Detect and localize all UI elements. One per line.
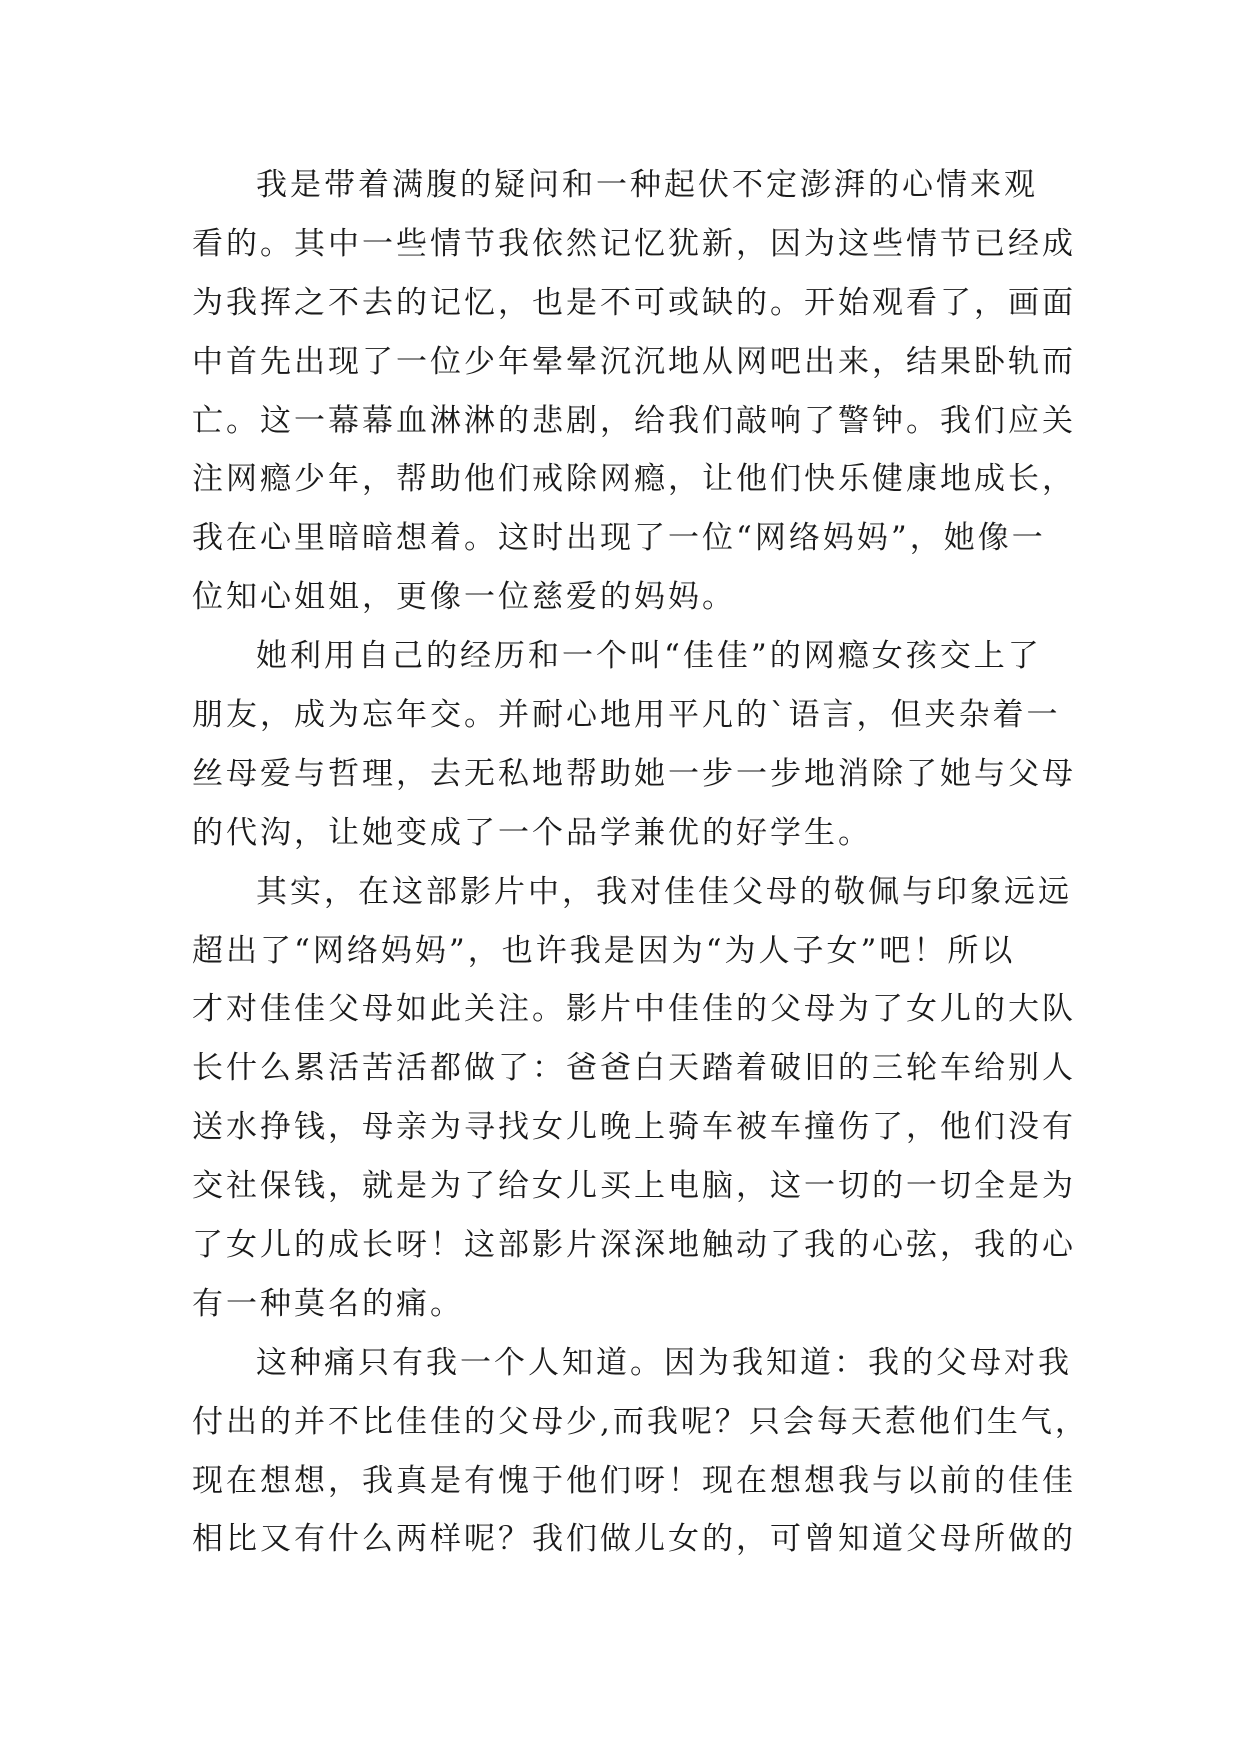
paragraph-3-line-1: 其实，在这部影片中，我对佳佳父母的敬佩与印象远远: [256, 873, 1072, 910]
paragraph-4-line-3: 现在想想，我真是有愧于他们呀！现在想想我与以前的佳佳: [192, 1462, 1076, 1499]
paragraph-2-line-3: 丝母爱与哲理，去无私地帮助她一步一步地消除了她与父母: [192, 755, 1076, 792]
document-body: [192, 156, 1089, 1569]
paragraph-3-line-5: 送水挣钱，母亲为寻找女儿晚上骑车被车撞伤了，他们没有: [192, 1109, 1076, 1146]
paragraph-1-line-5: 亡。这一幕幕血淋淋的悲剧，给我们敲响了警钟。我们应关: [192, 402, 1076, 439]
paragraph-1-line-1: 我是带着满腹的疑问和一种起伏不定澎湃的心情来观: [256, 167, 1038, 203]
paragraph-2-line-1: 她利用自己的经历和一个叫“佳佳”的网瘾女孩交上了: [256, 638, 1042, 675]
paragraph-1-line-8: 位知心姐姐，更像一位慈爱的妈妈。: [192, 579, 736, 616]
paragraph-4-line-1: 这种痛只有我一个人知道。因为我知道：我的父母对我: [256, 1344, 1072, 1381]
paragraph-3-line-3: 才对佳佳父母如此关注。影片中佳佳的父母为了女儿的大队: [192, 991, 1076, 1028]
paragraph-3-line-6: 交社保钱，就是为了给女儿买上电脑，这一切的一切全是为: [192, 1168, 1076, 1205]
paragraph-4-line-2: 付出的并不比佳佳的父母少,而我呢？只会每天惹他们生气，: [192, 1403, 1089, 1440]
paragraph-2-line-4: 的代沟，让她变成了一个品学兼优的好学生。: [192, 814, 872, 851]
paragraph-2-line-2: 朋友，成为忘年交。并耐心地用平凡的`语言，但夹杂着一: [192, 697, 1061, 734]
paragraph-3-line-8: 有一种莫名的痛。: [192, 1285, 464, 1322]
paragraph-1-line-6: 注网瘾少年，帮助他们戒除网瘾，让他们快乐健康地成长，: [192, 461, 1076, 498]
paragraph-3-line-4: 长什么累活苦活都做了：爸爸白天踏着破旧的三轮车给别人: [192, 1050, 1076, 1087]
paragraph-1-line-7: 我在心里暗暗想着。这时出现了一位“网络妈妈”，她像一: [192, 520, 1046, 557]
paragraph-1-line-4: 中首先出现了一位少年晕晕沉沉地从网吧出来，结果卧轨而: [192, 343, 1076, 380]
paragraph-3-line-2: 超出了“网络妈妈”，也许我是因为“为人子女”吧！所以: [192, 932, 1016, 969]
paragraph-1-line-2: 看的。其中一些情节我依然记忆犹新，因为这些情节已经成: [192, 225, 1076, 262]
paragraph-4-line-4: 相比又有什么两样呢？我们做儿女的，可曾知道父母所做的: [192, 1521, 1076, 1558]
paragraph-1-line-3: 为我挥之不去的记忆，也是不可或缺的。开始观看了，画面: [192, 284, 1076, 321]
paragraph-3-line-7: 了女儿的成长呀！这部影片深深地触动了我的心弦，我的心: [192, 1227, 1076, 1264]
